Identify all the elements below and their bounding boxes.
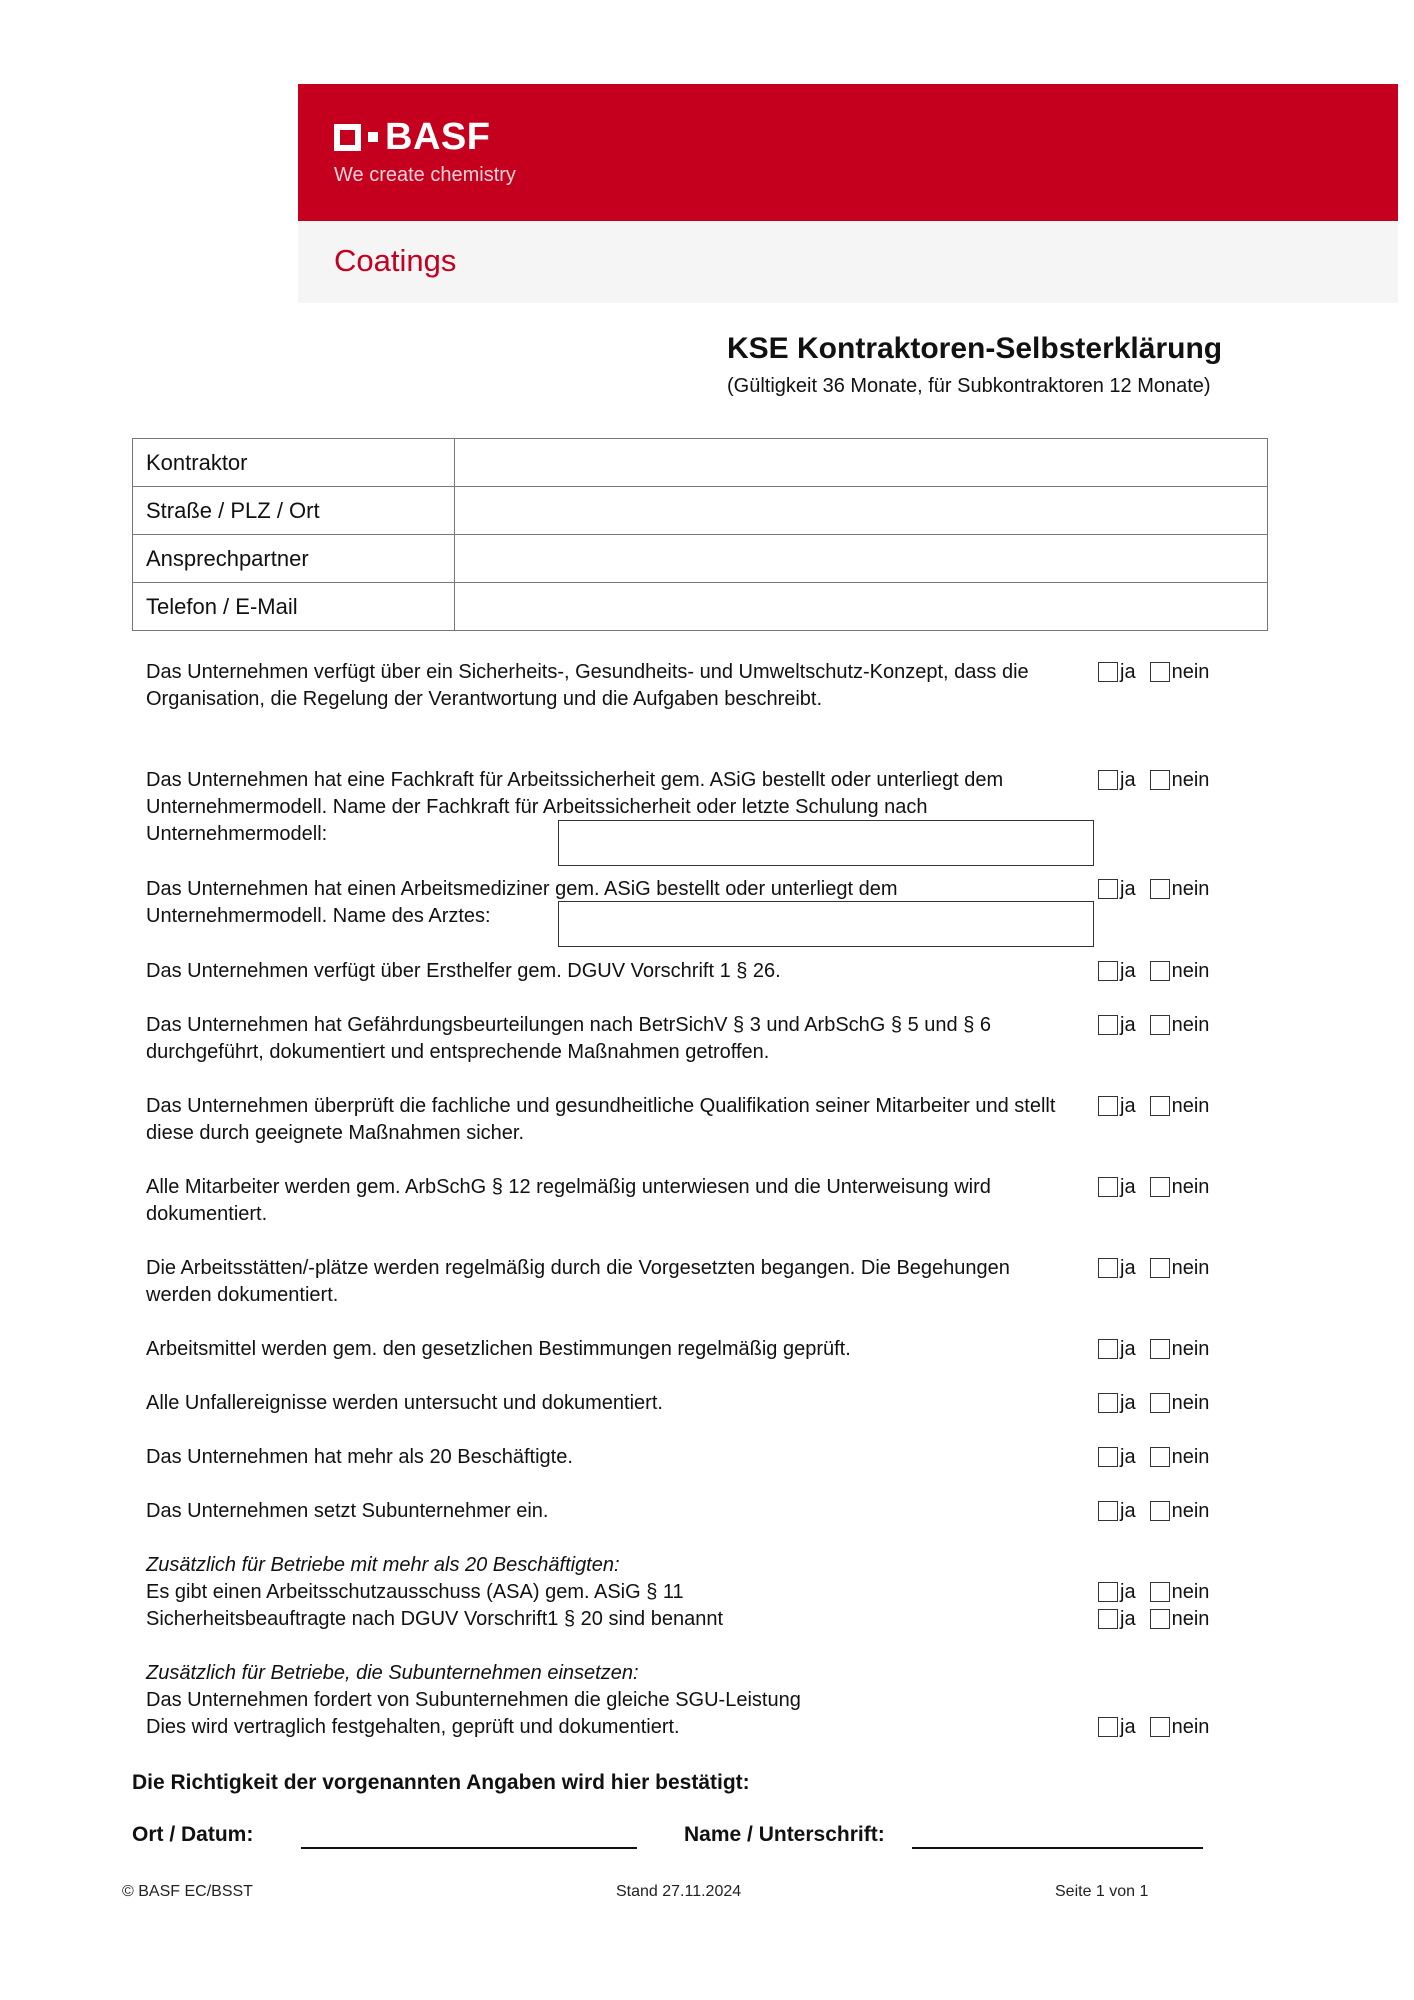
contact-table	[132, 438, 1268, 631]
address-field[interactable]	[455, 487, 1268, 535]
no-label: nein	[1171, 1392, 1210, 1414]
yes-label: ja	[1120, 769, 1136, 791]
no-label: nein	[1171, 960, 1210, 982]
no-checkbox[interactable]	[1150, 1717, 1170, 1737]
yes-checkbox[interactable]	[1098, 961, 1118, 981]
confirmation-statement: Die Richtigkeit der vorgenannten Angaben wird hier bestätigt:	[132, 1771, 750, 1794]
yes-label: ja	[1120, 878, 1136, 900]
yes-checkbox[interactable]	[1098, 770, 1118, 790]
no-label: nein	[1171, 1176, 1210, 1198]
yes-no-choice	[1098, 1012, 1209, 1039]
yes-label: ja	[1120, 1716, 1136, 1738]
address-label: Straße / PLZ / Ort	[133, 487, 455, 535]
question-safety-officers: Sicherheitsbeauftragte nach DGUV Vorschrift1 § 20 sind benannt	[146, 1608, 724, 1630]
yes-checkbox[interactable]	[1098, 1393, 1118, 1413]
contact-person-field[interactable]	[455, 535, 1268, 583]
table-row	[133, 535, 1268, 583]
yes-checkbox[interactable]	[1098, 1582, 1118, 1602]
yes-checkbox[interactable]	[1098, 662, 1118, 682]
yes-label: ja	[1120, 960, 1136, 982]
no-checkbox[interactable]	[1150, 1015, 1170, 1035]
yes-no-choice	[1098, 1390, 1209, 1417]
question-first-aiders: Das Unternehmen verfügt über Ersthelfer gem. DGUV Vorschrift 1 § 26.	[146, 960, 781, 982]
no-checkbox[interactable]	[1150, 1258, 1170, 1278]
section-subcontractor-companies	[146, 1660, 1076, 1741]
no-label: nein	[1171, 1446, 1210, 1468]
place-date-label: Ort / Datum:	[132, 1823, 254, 1846]
yes-no-choice	[1098, 876, 1209, 903]
no-checkbox[interactable]	[1150, 879, 1170, 899]
question-accidents: Alle Unfallereignisse werden untersucht und dokumentiert.	[146, 1392, 663, 1414]
logo-square-icon	[334, 124, 361, 151]
yes-no-choice	[1098, 767, 1209, 794]
no-checkbox[interactable]	[1150, 1582, 1170, 1602]
yes-label: ja	[1120, 1392, 1136, 1414]
yes-no-choice	[1098, 1444, 1209, 1471]
yes-no-choice	[1098, 1579, 1209, 1606]
section-large-companies	[146, 1552, 1076, 1633]
question-occupational-physician: Das Unternehmen hat einen Arbeitsmediziner gem. ASiG bestellt oder unterliegt dem Unternehmermodell. Name des Arztes:	[146, 878, 898, 927]
no-label: nein	[1171, 1257, 1210, 1279]
no-checkbox[interactable]	[1150, 662, 1170, 682]
section-heading: Zusätzlich für Betriebe mit mehr als 20 Beschäftigten:	[146, 1554, 620, 1576]
no-checkbox[interactable]	[1150, 1447, 1170, 1467]
no-label: nein	[1171, 878, 1210, 900]
no-label: nein	[1171, 1581, 1210, 1603]
phone-email-field[interactable]	[455, 583, 1268, 631]
no-label: nein	[1171, 1716, 1210, 1738]
brand-tagline: We create chemistry	[334, 164, 516, 186]
yes-no-choice	[1098, 958, 1209, 985]
question-subcontractors: Das Unternehmen setzt Subunternehmer ein.	[146, 1500, 549, 1522]
document-subtitle: (Gültigkeit 36 Monate, für Subkontraktoren 12 Monate)	[727, 375, 1211, 397]
footer-copyright: © BASF EC/BSST	[122, 1883, 253, 1900]
yes-no-choice	[1098, 1336, 1209, 1363]
no-checkbox[interactable]	[1150, 961, 1170, 981]
no-checkbox[interactable]	[1150, 1177, 1170, 1197]
yes-checkbox[interactable]	[1098, 1501, 1118, 1521]
question-employee-count: Das Unternehmen hat mehr als 20 Beschäftigte.	[146, 1446, 573, 1468]
yes-label: ja	[1120, 1257, 1136, 1279]
brand-name: BASF	[385, 116, 491, 158]
footer-page-number: Seite 1 von 1	[1055, 1883, 1149, 1900]
no-label: nein	[1171, 1014, 1210, 1036]
contact-person-label: Ansprechpartner	[133, 535, 455, 583]
no-checkbox[interactable]	[1150, 1393, 1170, 1413]
question-qualification: Das Unternehmen überprüft die fachliche und gesundheitliche Qualifikation seiner Mitarbeiter und stellt diese durch geeignete Maßnahmen sicher.	[146, 1095, 1056, 1144]
division-name: Coatings	[334, 243, 457, 278]
signature-line[interactable]	[912, 1847, 1203, 1849]
yes-checkbox[interactable]	[1098, 1447, 1118, 1467]
question-safety-specialist: Das Unternehmen hat eine Fachkraft für Arbeitssicherheit gem. ASiG bestellt oder unterliegt dem Unternehmermodell. Name der Fachkraft für Arbeitssicherheit oder letzte Schulung nach Unternehmermodell:	[146, 769, 1004, 845]
yes-no-choice	[1098, 1714, 1209, 1741]
logo-dot-icon	[368, 132, 378, 142]
yes-label: ja	[1120, 1095, 1136, 1117]
yes-no-choice	[1098, 1174, 1209, 1201]
question-contractual-record: Dies wird vertraglich festgehalten, geprüft und dokumentiert.	[146, 1716, 680, 1738]
table-row	[133, 439, 1268, 487]
yes-checkbox[interactable]	[1098, 1177, 1118, 1197]
yes-checkbox[interactable]	[1098, 1015, 1118, 1035]
no-checkbox[interactable]	[1150, 1609, 1170, 1629]
question-sgu-concept: Das Unternehmen verfügt über ein Sicherheits-, Gesundheits- und Umweltschutz-Konzept, dass die Organisation, die Regelung der Verantwortung und die Aufgaben beschreibt.	[146, 661, 1029, 710]
yes-label: ja	[1120, 661, 1136, 683]
yes-label: ja	[1120, 1446, 1136, 1468]
no-label: nein	[1171, 1608, 1210, 1630]
no-label: nein	[1171, 769, 1210, 791]
division-band	[298, 221, 1398, 303]
no-label: nein	[1171, 1095, 1210, 1117]
no-checkbox[interactable]	[1150, 1096, 1170, 1116]
phone-email-label: Telefon / E-Mail	[133, 583, 455, 631]
yes-checkbox[interactable]	[1098, 879, 1118, 899]
section-heading: Zusätzlich für Betriebe, die Subunternehmen einsetzen:	[146, 1662, 639, 1684]
no-checkbox[interactable]	[1150, 770, 1170, 790]
yes-label: ja	[1120, 1014, 1136, 1036]
yes-no-choice	[1098, 1093, 1209, 1120]
yes-no-choice	[1098, 1498, 1209, 1525]
footer-stand: Stand 27.11.2024	[616, 1883, 742, 1900]
yes-checkbox[interactable]	[1098, 1609, 1118, 1629]
yes-no-choice	[1098, 659, 1209, 686]
question-equipment-testing: Arbeitsmittel werden gem. den gesetzlichen Bestimmungen regelmäßig geprüft.	[146, 1338, 851, 1360]
question-sgu-performance: Das Unternehmen fordert von Subunternehmen die gleiche SGU-Leistung	[146, 1689, 801, 1711]
brand-header	[298, 84, 1398, 221]
place-date-line[interactable]	[301, 1847, 637, 1849]
question-workplace-inspection: Die Arbeitsstätten/-plätze werden regelmäßig durch die Vorgesetzten begangen. Die Begehungen werden dokumentiert.	[146, 1257, 1010, 1306]
yes-checkbox[interactable]	[1098, 1339, 1118, 1359]
yes-label: ja	[1120, 1176, 1136, 1198]
yes-checkbox[interactable]	[1098, 1096, 1118, 1116]
question-asa-committee: Es gibt einen Arbeitsschutzausschuss (ASA) gem. ASiG § 11	[146, 1581, 684, 1603]
yes-checkbox[interactable]	[1098, 1258, 1118, 1278]
table-row	[133, 487, 1268, 535]
table-row	[133, 583, 1268, 631]
yes-label: ja	[1120, 1608, 1136, 1630]
question-risk-assessment: Das Unternehmen hat Gefährdungsbeurteilungen nach BetrSichV § 3 und ArbSchG § 5 und § 6 durchgeführt, dokumentiert und entsprechende Maßnahmen getroffen.	[146, 1014, 991, 1063]
no-label: nein	[1171, 1338, 1210, 1360]
yes-label: ja	[1120, 1581, 1136, 1603]
yes-no-choice	[1098, 1255, 1209, 1282]
contractor-field[interactable]	[455, 439, 1268, 487]
no-label: nein	[1171, 1500, 1210, 1522]
contractor-label: Kontraktor	[133, 439, 455, 487]
yes-checkbox[interactable]	[1098, 1717, 1118, 1737]
name-signature-label: Name / Unterschrift:	[684, 1823, 885, 1846]
yes-label: ja	[1120, 1500, 1136, 1522]
yes-label: ja	[1120, 1338, 1136, 1360]
safety-specialist-name-field[interactable]	[558, 820, 1094, 866]
no-checkbox[interactable]	[1150, 1501, 1170, 1521]
basf-logo	[334, 116, 491, 158]
no-checkbox[interactable]	[1150, 1339, 1170, 1359]
yes-no-choice	[1098, 1606, 1209, 1633]
document-title: KSE Kontraktoren-Selbsterklärung	[727, 332, 1223, 365]
no-label: nein	[1171, 661, 1210, 683]
question-instruction: Alle Mitarbeiter werden gem. ArbSchG § 12 regelmäßig unterwiesen und die Unterweisung wird dokumentiert.	[146, 1176, 991, 1225]
physician-name-field[interactable]	[558, 901, 1094, 947]
